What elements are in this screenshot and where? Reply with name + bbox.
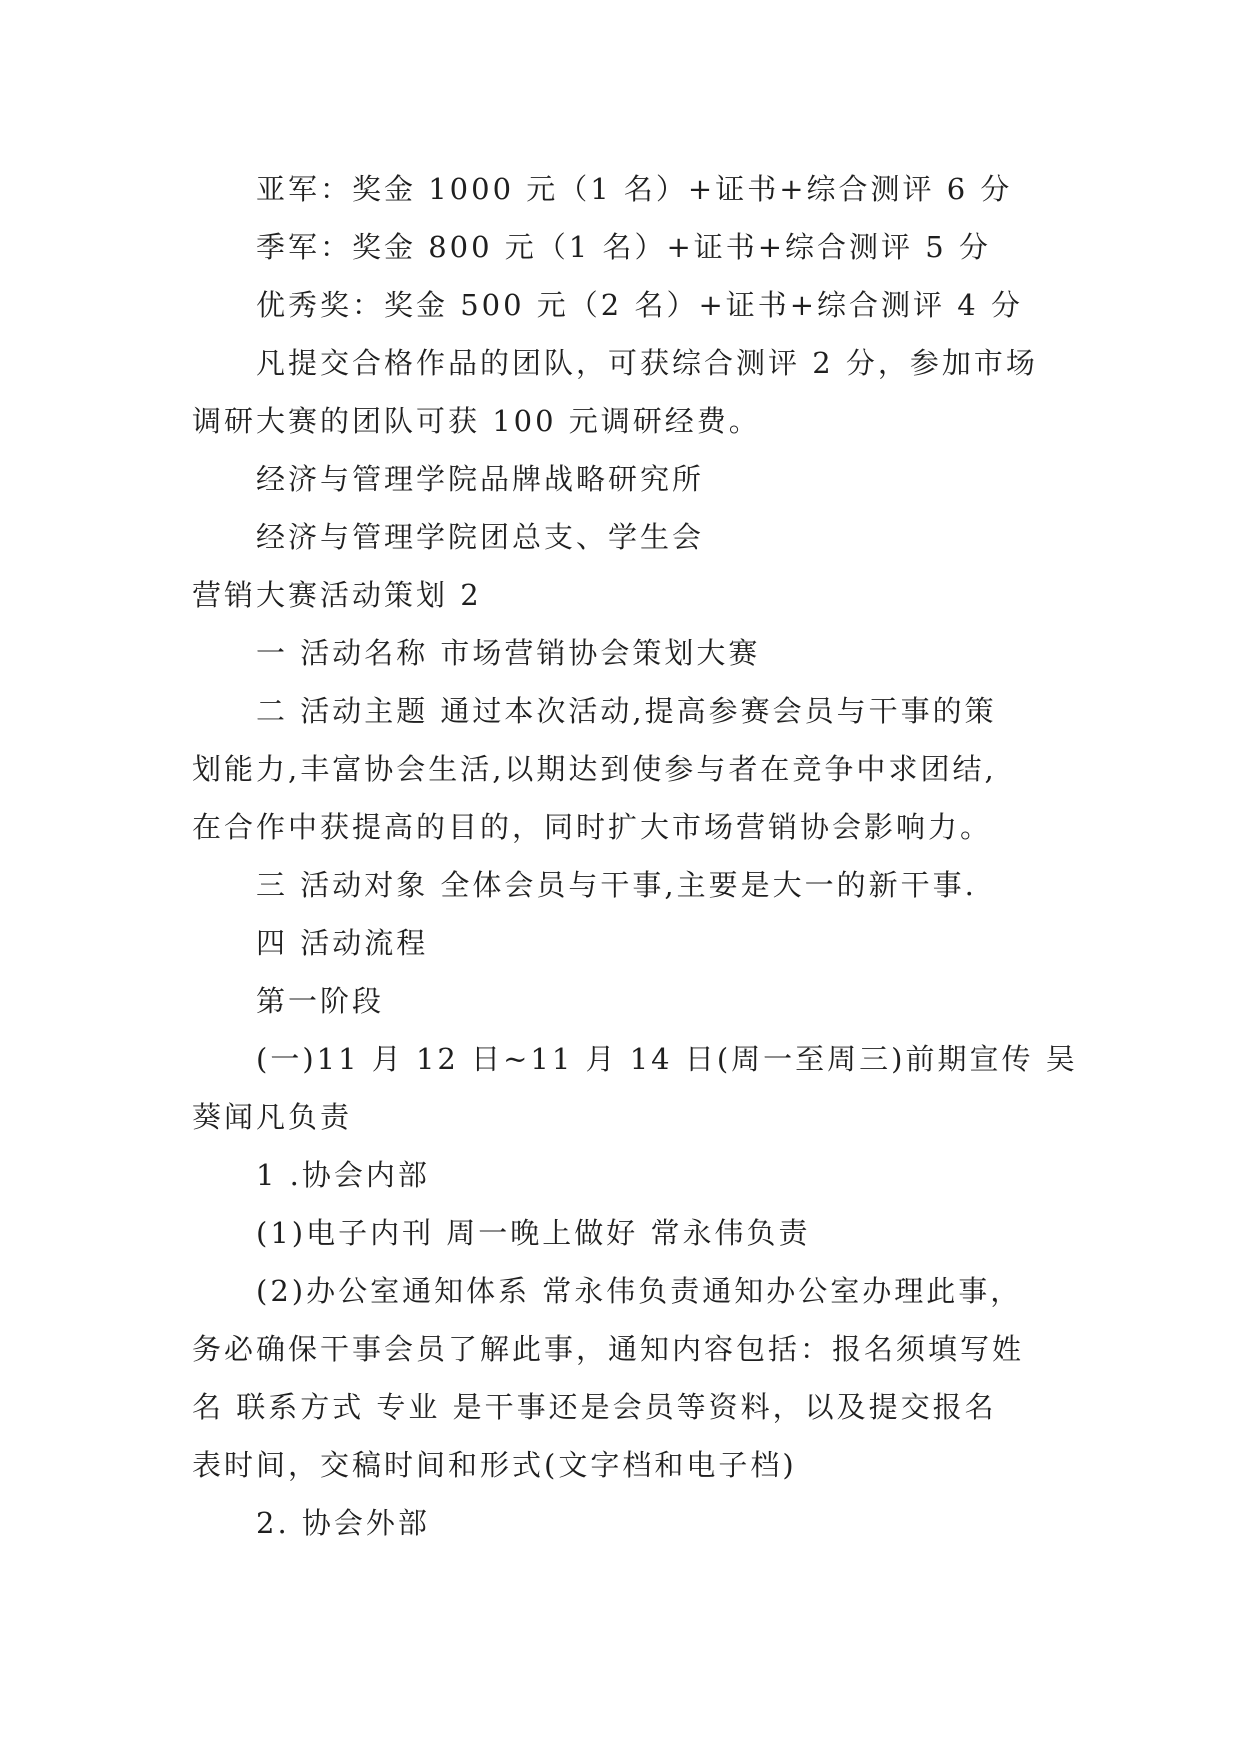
text-line-internal: 1 .协会内部 <box>256 1158 430 1192</box>
text-line-office-notice: (2)办公室通知体系 常永伟负责通知办公室办理此事， <box>256 1274 1023 1308</box>
text-line-activity-theme-cont-2: 在合作中获提高的目的，同时扩大市场营销协会影响力。 <box>192 810 993 844</box>
text-line-participation-note: 凡提交合格作品的团队，可获综合测评 2 分，参加市场 <box>256 346 1038 380</box>
text-line-third-place-prize: 季军：奖金 800 元（1 名）+证书+综合测评 5 分 <box>256 230 991 264</box>
text-line-activity-theme: 二 活动主题 通过本次活动,提高参赛会员与干事的策 <box>256 694 997 728</box>
text-line-e-newsletter: (1)电子内刊 周一晚上做好 常永伟负责 <box>256 1216 811 1250</box>
document-body <box>192 160 1078 1552</box>
text-line-organizer-1: 经济与管理学院品牌战略研究所 <box>256 462 705 496</box>
section-title: 营销大赛活动策划 2 <box>192 578 482 612</box>
text-line-office-notice-cont-1: 务必确保干事会员了解此事，通知内容包括：报名须填写姓 <box>192 1332 1025 1366</box>
text-line-phase-one: 第一阶段 <box>256 984 385 1018</box>
text-line-organizer-2: 经济与管理学院团总支、学生会 <box>256 520 705 554</box>
text-line-activity-name: 一 活动名称 市场营销协会策划大赛 <box>256 636 761 670</box>
text-line-activity-process: 四 活动流程 <box>256 926 429 960</box>
text-line-activity-theme-cont-1: 划能力,丰富协会生活,以期达到使参与者在竞争中求团结, <box>192 752 997 786</box>
text-line-external: 2. 协会外部 <box>256 1506 430 1540</box>
text-line-schedule-cont: 葵闻凡负责 <box>192 1100 353 1134</box>
text-line-office-notice-cont-2: 名 联系方式 专业 是干事还是会员等资料，以及提交报名 <box>192 1390 997 1424</box>
text-line-activity-target: 三 活动对象 全体会员与干事,主要是大一的新干事. <box>256 868 977 902</box>
text-line-office-notice-cont-3: 表时间，交稿时间和形式(文字档和电子档) <box>192 1448 797 1482</box>
text-line-participation-note-cont: 调研大赛的团队可获 100 元调研经费。 <box>192 404 761 438</box>
text-line-schedule: (一)11 月 12 日~11 月 14 日(周一至周三)前期宣传 吴 <box>256 1042 1078 1076</box>
text-line-runner-up-prize: 亚军：奖金 1000 元（1 名）+证书+综合测评 6 分 <box>256 172 1013 206</box>
text-line-excellence-prize: 优秀奖：奖金 500 元（2 名）+证书+综合测评 4 分 <box>256 288 1023 322</box>
